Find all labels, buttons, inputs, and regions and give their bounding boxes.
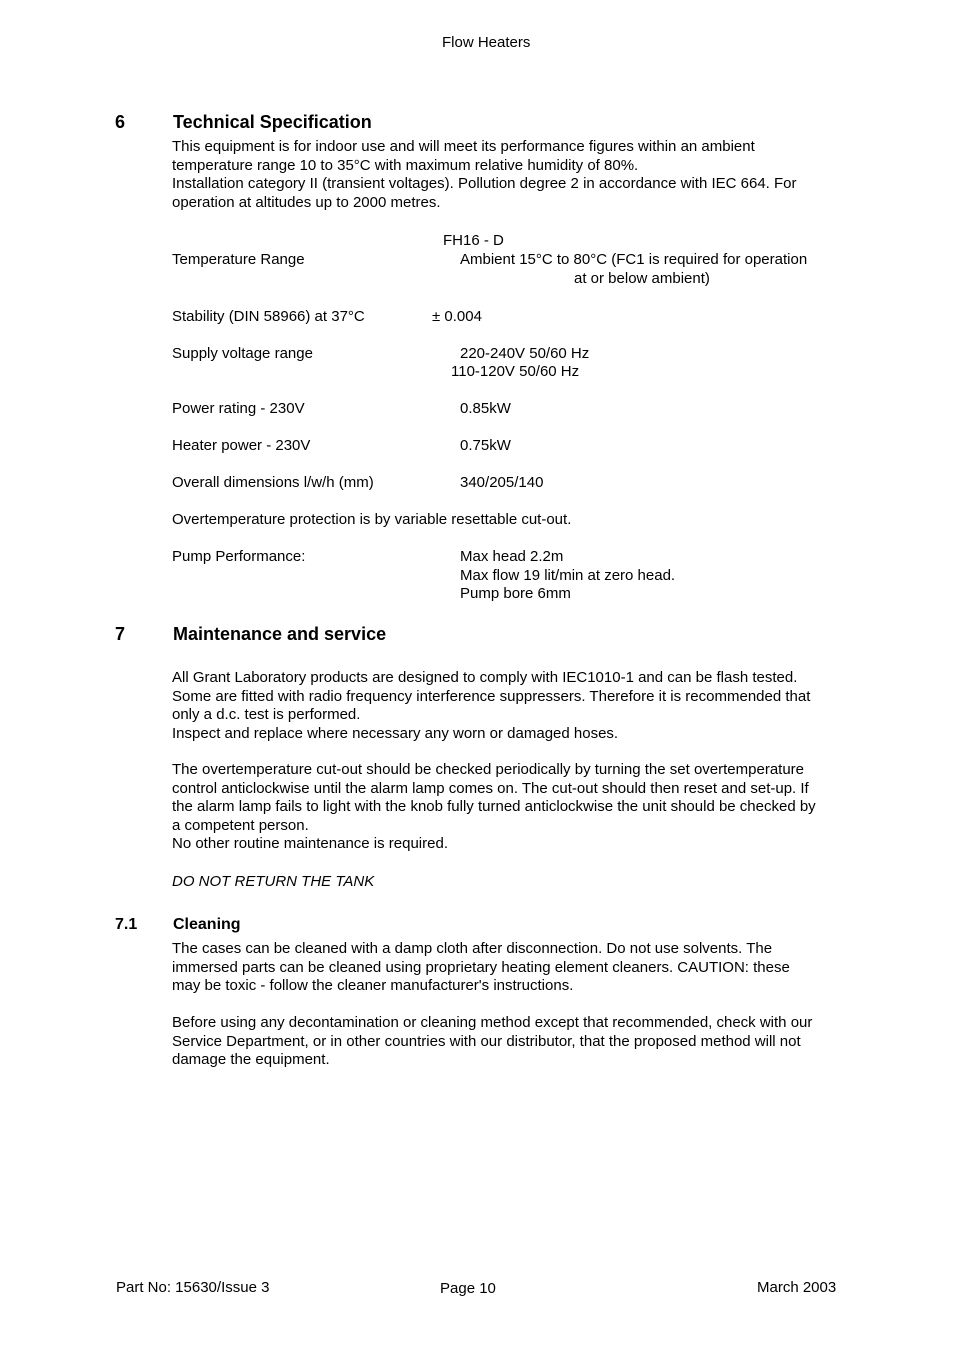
- spec-value-pump-head: Max head 2.2m: [460, 548, 564, 565]
- paragraph-line: a competent person.: [172, 816, 309, 834]
- section-6-title: Technical Specification: [173, 112, 372, 132]
- spec-label-temperature: Temperature Range: [172, 251, 305, 268]
- overtemp-note: Overtemperature protection is by variable resettable cut-out.: [172, 511, 572, 528]
- intro-line: This equipment is for indoor use and will meet its performance figures within an ambient: [172, 138, 755, 155]
- section-7-1-title: Cleaning: [173, 916, 241, 933]
- section-7-paragraph-1: [172, 669, 872, 743]
- footer-part-number: Part No: 15630/Issue 3: [116, 1279, 270, 1296]
- spec-value-temperature-cont: at or below ambient): [574, 270, 710, 287]
- paragraph-line: The cases can be cleaned with a damp cloth after disconnection. Do not use solvents. The: [172, 940, 773, 957]
- paragraph-line: immersed parts can be cleaned using proprietary heating element cleaners. CAUTION: these: [172, 958, 790, 976]
- model-name: FH16 - D: [443, 232, 504, 249]
- paragraph-line: Before using any decontamination or cleaning method except that recommended, check with our: [172, 1014, 813, 1031]
- paragraph-line: Inspect and replace where necessary any worn or damaged hoses.: [172, 724, 619, 742]
- paragraph-line: damage the equipment.: [172, 1051, 330, 1068]
- section-7-1-paragraph-2: [172, 1014, 872, 1070]
- paragraph-line: The overtemperature cut-out should be checked periodically by turning the set overtemperature: [172, 761, 805, 778]
- spec-value-temperature: Ambient 15°C to 80°C (FC1 is required for operation: [460, 251, 808, 268]
- section-7-title: Maintenance and service: [173, 624, 387, 644]
- paragraph-line: Some are fitted with radio frequency interference suppressers. Therefore it is recommended that: [172, 687, 811, 705]
- page-header-title: Flow Heaters: [442, 34, 531, 51]
- section-7-1-paragraph-1: [172, 940, 872, 996]
- spec-value-supply-2: 110-120V 50/60 Hz: [451, 363, 580, 380]
- paragraph-line: All Grant Laboratory products are designed to comply with IEC1010-1 and can be flash tested.: [172, 669, 798, 686]
- spec-label-pump: Pump Performance:: [172, 548, 306, 565]
- spec-value-dimensions: 340/205/140: [460, 474, 544, 491]
- intro-line: temperature range 10 to 35°C with maximum relative humidity of 80%.: [172, 156, 639, 174]
- paragraph-line: may be toxic - follow the cleaner manufacturer's instructions.: [172, 977, 574, 994]
- warning-text: DO NOT RETURN THE TANK: [172, 873, 375, 890]
- spec-label-stability: Stability (DIN 58966) at 37°C: [172, 308, 365, 325]
- footer-page-number: Page 10: [440, 1280, 496, 1297]
- section-6-number: 6: [115, 112, 126, 132]
- section-7-1-number: 7.1: [115, 916, 138, 933]
- spec-label-dimensions: Overall dimensions l/w/h (mm): [172, 474, 374, 491]
- spec-label-heater: Heater power - 230V: [172, 437, 311, 454]
- paragraph-line: No other routine maintenance is required.: [172, 835, 448, 852]
- intro-line: Installation category II (transient voltages). Pollution degree 2 in accordance with IEC 664. For: [172, 175, 797, 192]
- section-7-paragraph-2: [172, 761, 872, 854]
- intro-line: operation at altitudes up to 2000 metres.: [172, 193, 441, 211]
- footer-date: March 2003: [757, 1279, 837, 1296]
- paragraph-line: Service Department, or in other countries with our distributor, that the proposed method will not: [172, 1032, 801, 1050]
- section-6-intro: [172, 138, 872, 212]
- section-7-number: 7: [115, 624, 126, 644]
- spec-value-power: 0.85kW: [460, 400, 511, 417]
- paragraph-line: only a d.c. test is performed.: [172, 706, 361, 723]
- spec-value-stability: ± 0.004: [432, 308, 482, 325]
- spec-label-power: Power rating - 230V: [172, 400, 305, 417]
- spec-value-heater: 0.75kW: [460, 437, 511, 454]
- spec-value-supply-1: 220-240V 50/60 Hz: [460, 345, 590, 362]
- paragraph-line: the alarm lamp fails to light with the knob fully turned anticlockwise the unit should be checked by: [172, 798, 816, 815]
- paragraph-line: control anticlockwise until the alarm lamp comes on. The cut-out should then reset and set-up. If: [172, 779, 809, 797]
- spec-value-pump-flow: Max flow 19 lit/min at zero head.: [460, 567, 676, 584]
- spec-label-supply: Supply voltage range: [172, 345, 313, 362]
- spec-value-pump-bore: Pump bore 6mm: [460, 585, 571, 602]
